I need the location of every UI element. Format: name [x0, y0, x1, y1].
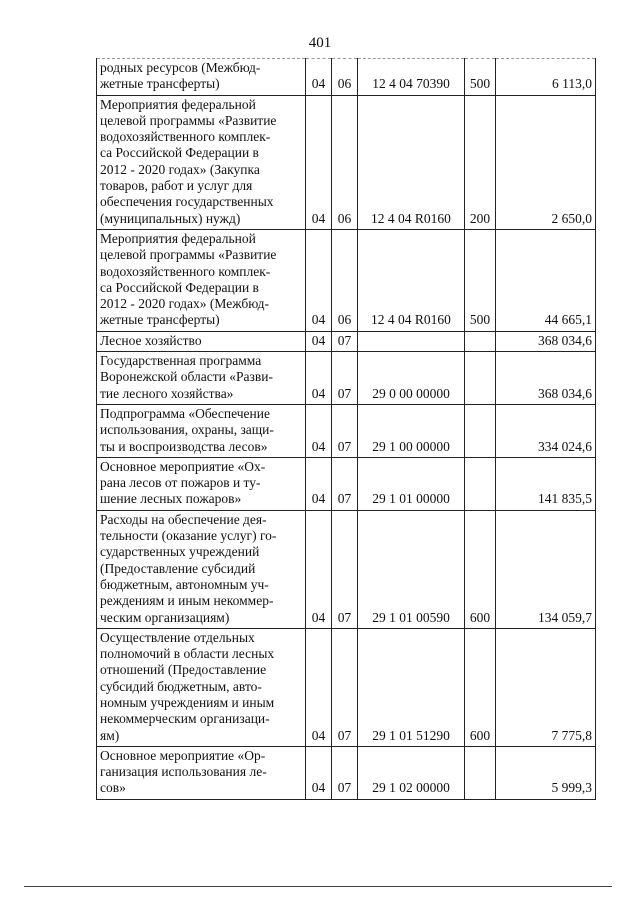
row-name: Расходы на обеспечение дея- тельности (оказание услуг) го- сударственных учреждений (Предоставление субсидий бюджетным, автономным уч- реждениям и иным некоммер- ческим организациям) [97, 510, 306, 628]
row-target-code: 29 1 00 00000 [358, 404, 465, 457]
row-amount: 5 999,3 [496, 746, 596, 799]
row-subsection: 07 [332, 331, 358, 351]
row-section: 04 [306, 229, 332, 331]
row-subsection: 07 [332, 352, 358, 405]
row-section: 04 [306, 457, 332, 510]
row-subsection: 06 [332, 229, 358, 331]
table-row [97, 628, 596, 746]
row-expense-type: 200 [465, 95, 496, 229]
table-row [97, 457, 596, 510]
row-section: 04 [306, 331, 332, 351]
row-target-code: 29 0 00 00000 [358, 352, 465, 405]
row-name: Основное мероприятие «Ор- ганизация использования ле- сов» [97, 746, 306, 799]
row-amount: 141 835,5 [496, 457, 596, 510]
row-name: Основное мероприятие «Ох- рана лесов от пожаров и ту- шение лесных пожаров» [97, 457, 306, 510]
row-expense-type: 500 [465, 229, 496, 331]
row-expense-type: 500 [465, 59, 496, 96]
table-row [97, 404, 596, 457]
row-subsection: 06 [332, 95, 358, 229]
row-target-code: 12 4 04 R0160 [358, 229, 465, 331]
row-target-code: 29 1 01 00000 [358, 457, 465, 510]
row-subsection: 07 [332, 746, 358, 799]
row-section: 04 [306, 510, 332, 628]
row-amount: 2 650,0 [496, 95, 596, 229]
table-row [97, 746, 596, 799]
row-name: Государственная программа Воронежской области «Разви- тие лесного хозяйства» [97, 352, 306, 405]
row-name: Лесное хозяйство [97, 331, 306, 351]
row-name: Мероприятия федеральной целевой программы «Развитие водохозяйственного комплек- са Российской Федерации в 2012 - 2020 годах» (Межбюд- жетные трансферты) [97, 229, 306, 331]
row-target-code: 12 4 04 70390 [358, 59, 465, 96]
row-target-code: 12 4 04 R0160 [358, 95, 465, 229]
row-amount: 134 059,7 [496, 510, 596, 628]
row-name: Мероприятия федеральной целевой программы «Развитие водохозяйственного комплек- са Российской Федерации в 2012 - 2020 годах» (Закупка товаров, работ и услуг для обеспечения государственных (муниципальных) нужд) [97, 95, 306, 229]
table-row [97, 95, 596, 229]
table-row [97, 510, 596, 628]
row-name: Подпрограмма «Обеспечение использования, охраны, защи- ты и воспроизводства лесов» [97, 404, 306, 457]
table-row [97, 331, 596, 351]
row-expense-type [465, 746, 496, 799]
budget-table [96, 58, 596, 800]
row-section: 04 [306, 628, 332, 746]
row-expense-type: 600 [465, 628, 496, 746]
table-row [97, 229, 596, 331]
bottom-rule [24, 886, 612, 887]
row-amount: 7 775,8 [496, 628, 596, 746]
row-target-code [358, 331, 465, 351]
row-target-code: 29 1 01 51290 [358, 628, 465, 746]
row-section: 04 [306, 95, 332, 229]
row-expense-type [465, 457, 496, 510]
row-section: 04 [306, 59, 332, 96]
row-subsection: 07 [332, 404, 358, 457]
row-name: родных ресурсов (Межбюд- жетные трансферты) [97, 59, 306, 96]
row-subsection: 07 [332, 628, 358, 746]
table-row [97, 59, 596, 96]
row-subsection: 07 [332, 457, 358, 510]
row-section: 04 [306, 746, 332, 799]
row-amount: 44 665,1 [496, 229, 596, 331]
row-section: 04 [306, 352, 332, 405]
row-name: Осуществление отдельных полномочий в области лесных отношений (Предоставление субсидий бюджетным, авто- номным учреждениям и иным некоммерческим организаци- ям) [97, 628, 306, 746]
row-expense-type [465, 331, 496, 351]
row-subsection: 06 [332, 59, 358, 96]
row-amount: 334 024,6 [496, 404, 596, 457]
row-amount: 368 034,6 [496, 352, 596, 405]
row-section: 04 [306, 404, 332, 457]
row-expense-type [465, 404, 496, 457]
row-amount: 368 034,6 [496, 331, 596, 351]
row-target-code: 29 1 02 00000 [358, 746, 465, 799]
row-target-code: 29 1 01 00590 [358, 510, 465, 628]
table-row [97, 352, 596, 405]
row-amount: 6 113,0 [496, 59, 596, 96]
page-number: 401 [308, 35, 332, 51]
row-expense-type [465, 352, 496, 405]
row-expense-type: 600 [465, 510, 496, 628]
row-subsection: 07 [332, 510, 358, 628]
